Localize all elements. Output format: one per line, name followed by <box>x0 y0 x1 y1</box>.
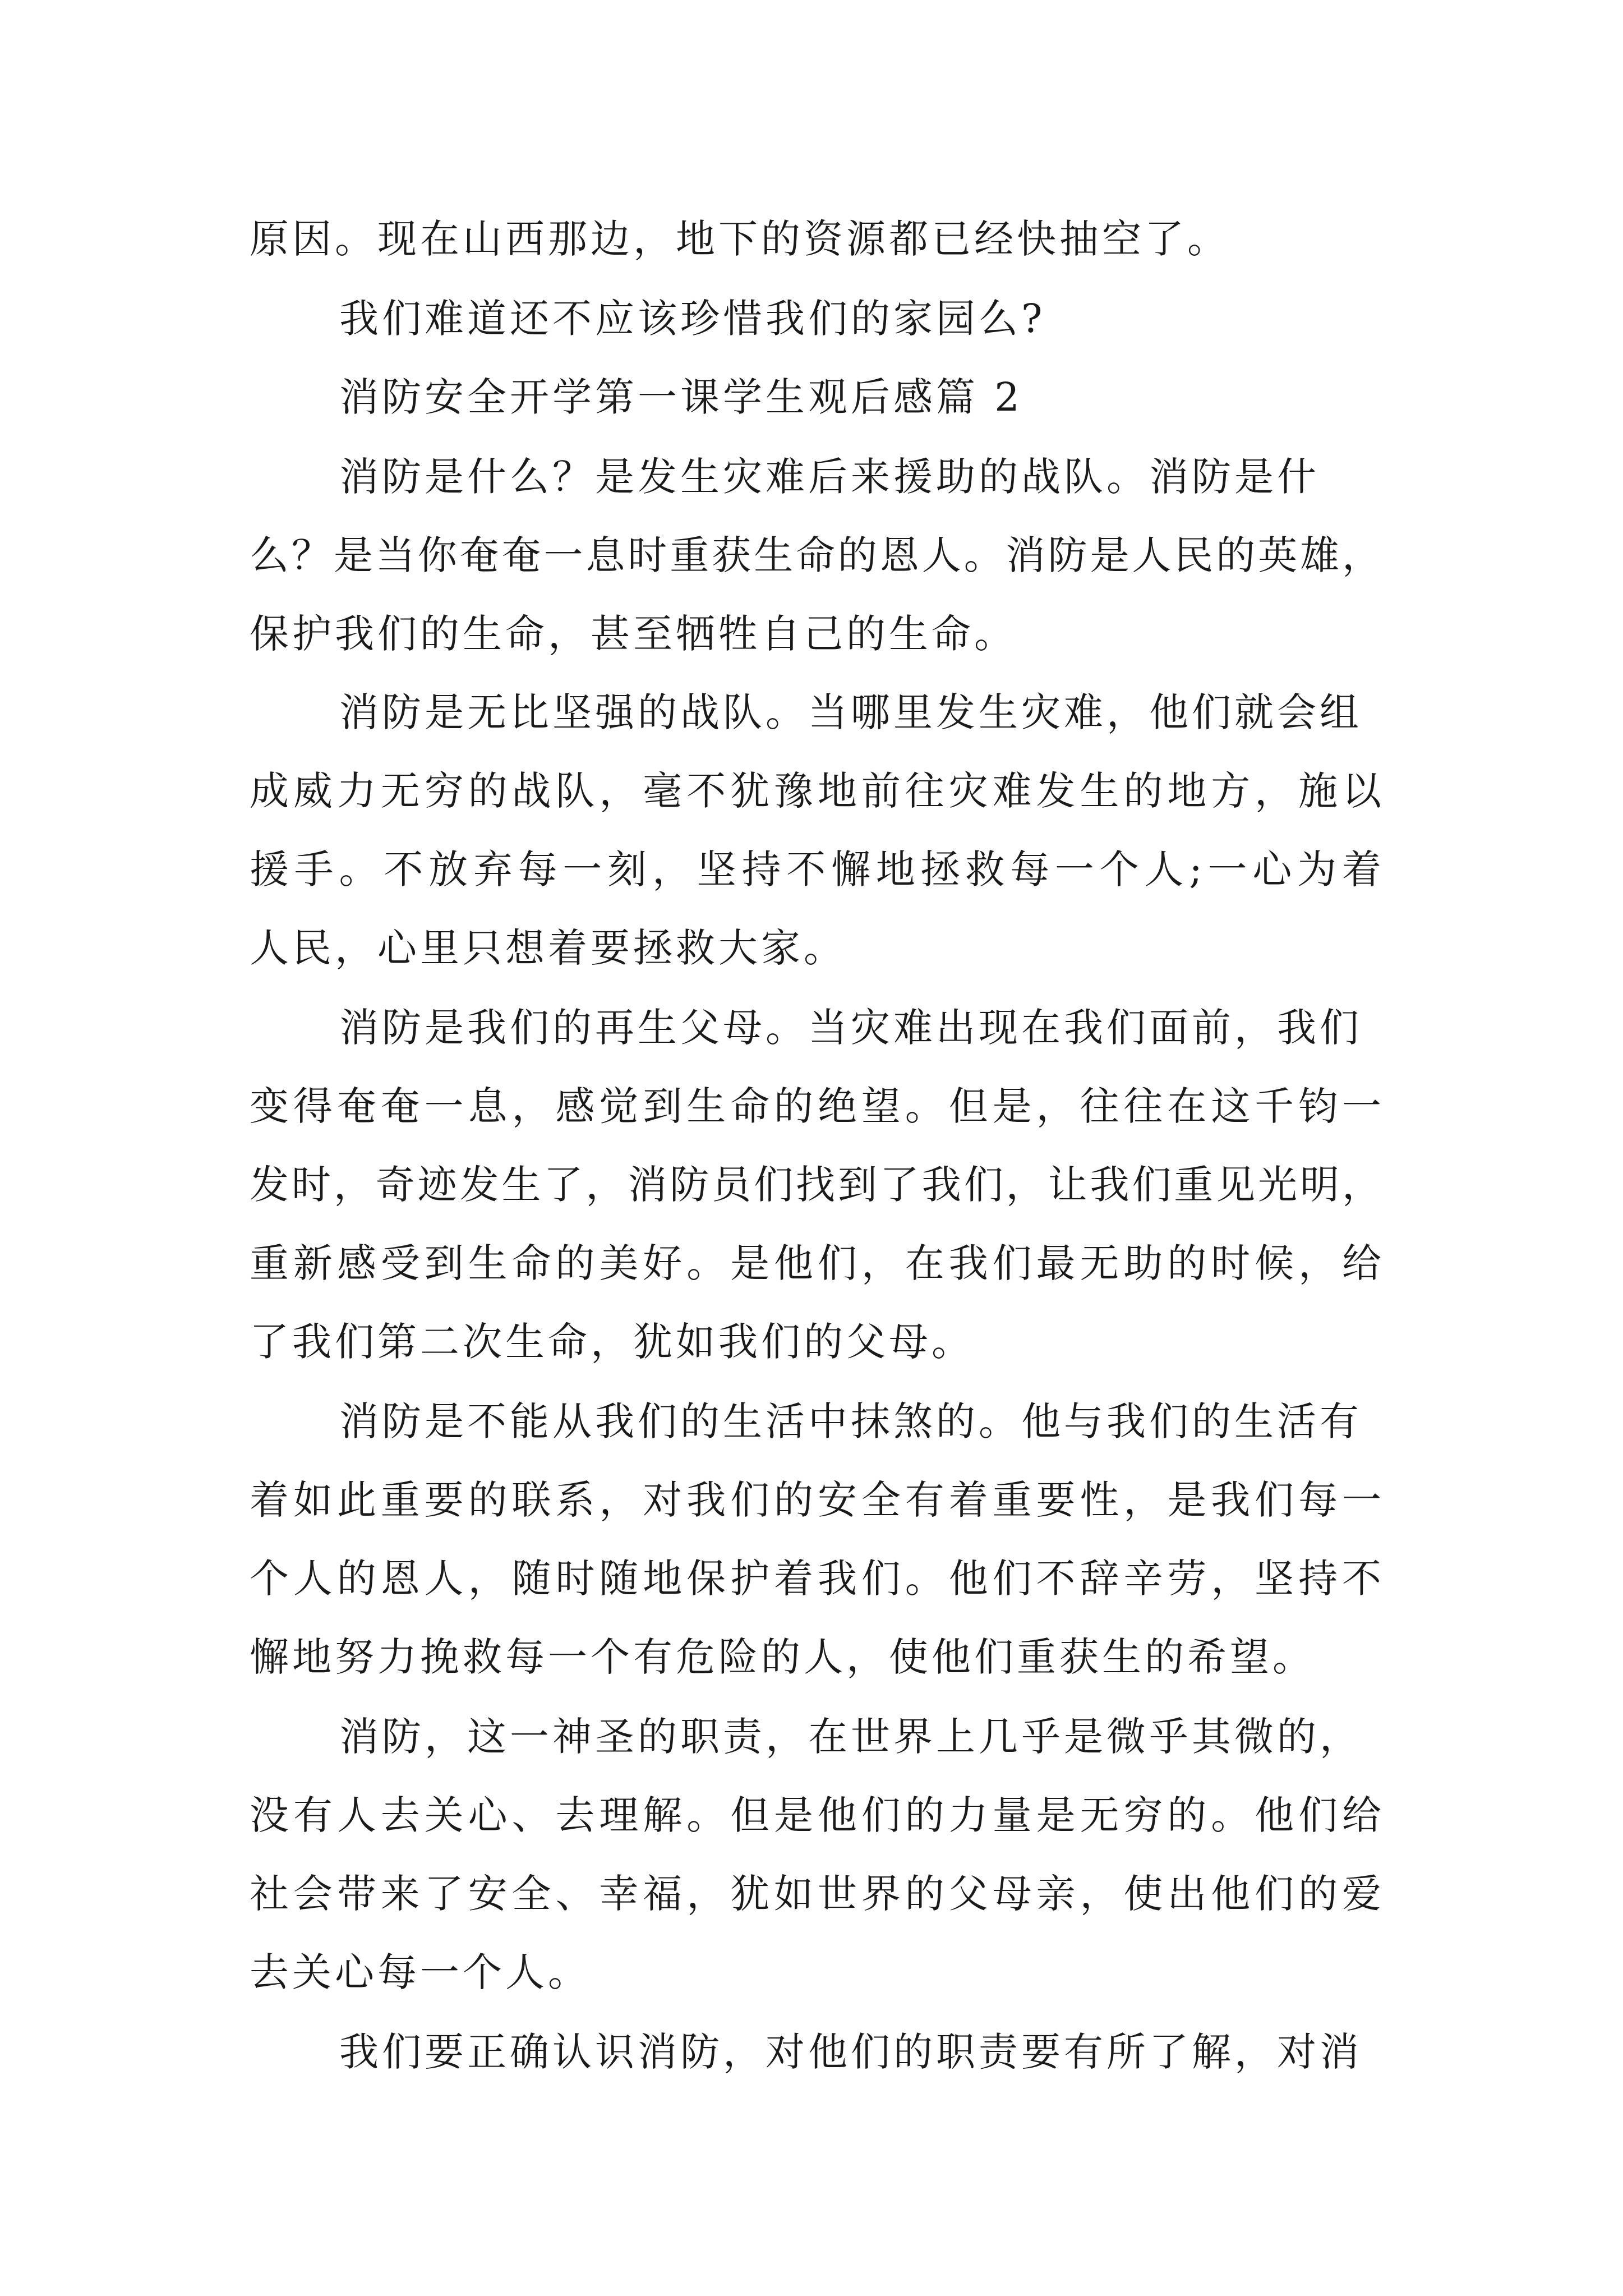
text-line-14: 重新感受到生命的美好。是他们，在我们最无助的时候，给 <box>250 1240 1381 1286</box>
text-line-23: 去关心每一个人。 <box>250 1949 591 1995</box>
text-line-2: 我们难道还不应该珍惜我们的家园么? <box>339 296 1046 342</box>
text-line-21: 没有人去关心、去理解。但是他们的力量是无穷的。他们给 <box>250 1792 1381 1838</box>
text-line-19: 懈地努力挽救每一个有危险的人，使他们重获生的希望。 <box>250 1634 1315 1680</box>
section-heading: 消防安全开学第一课学生观后感篇 2 <box>339 374 1023 420</box>
text-line-18: 个人的恩人，随时随地保护着我们。他们不辞辛劳，坚持不 <box>250 1556 1381 1602</box>
text-line-22: 社会带来了安全、幸福，犹如世界的父母亲，使出他们的爱 <box>250 1871 1381 1917</box>
text-line-17: 着如此重要的联系，对我们的安全有着重要性，是我们每一 <box>250 1477 1381 1523</box>
text-line-7: 消防是无比坚强的战队。当哪里发生灾难，他们就会组 <box>339 689 1362 735</box>
text-line-9: 援手。不放弃每一刻，坚持不懈地拯救每一个人;一心为着 <box>250 846 1381 892</box>
text-line-24: 我们要正确认识消防，对他们的职责要有所了解，对消 <box>339 2029 1362 2075</box>
text-line-12: 变得奄奄一息，感觉到生命的绝望。但是，往往在这千钧一 <box>250 1083 1381 1129</box>
text-line-20: 消防，这一神圣的职责，在世界上几乎是微乎其微的， <box>339 1714 1362 1760</box>
text-line-1: 原因。现在山西那边，地下的资源都已经快抽空了。 <box>250 216 1230 262</box>
text-line-15: 了我们第二次生命，犹如我们的父母。 <box>250 1319 974 1365</box>
text-line-4: 消防是什么？是发生灾难后来援助的战队。消防是什 <box>339 454 1320 500</box>
text-line-8: 成威力无穷的战队，毫不犹豫地前往灾难发生的地方，施以 <box>250 768 1381 814</box>
text-line-16: 消防是不能从我们的生活中抹煞的。他与我们的生活有 <box>339 1398 1362 1444</box>
text-line-10: 人民，心里只想着要拯救大家。 <box>250 925 846 971</box>
text-line-13: 发时，奇迹发生了，消防员们找到了我们，让我们重见光明， <box>250 1162 1381 1208</box>
text-line-11: 消防是我们的再生父母。当灾难出现在我们面前，我们 <box>339 1005 1362 1051</box>
text-line-6: 保护我们的生命，甚至牺牲自己的生命。 <box>250 611 1017 657</box>
text-line-5: 么？是当你奄奄一息时重获生命的恩人。消防是人民的英雄， <box>250 532 1381 578</box>
